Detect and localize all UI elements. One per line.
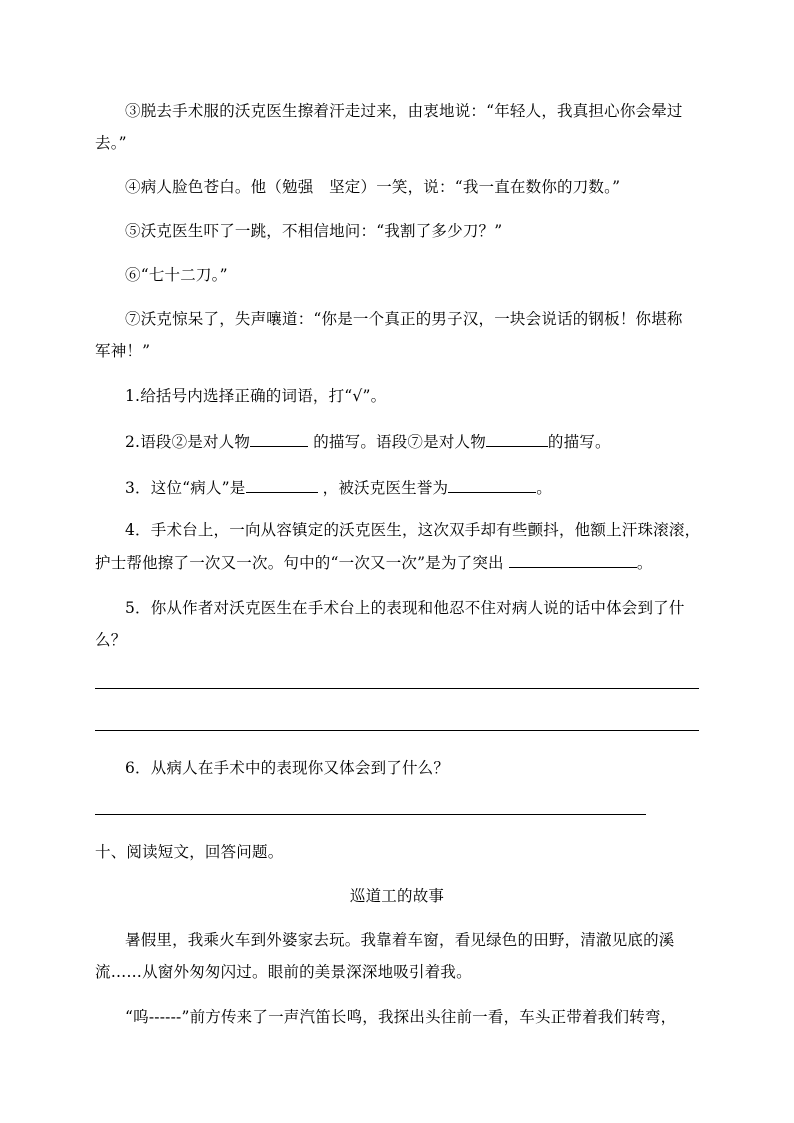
paragraph-7-line-1: ⑦沃克惊呆了，失声嚷道：“你是一个真正的男子汉，一块会说话的钢板！你堪称	[125, 310, 683, 328]
question-4-line-1: 4．手术台上，一向从容镇定的沃克医生，这次双手却有些颤抖，他额上汗珠滚滚，	[125, 521, 701, 539]
question-2-text-b: 的描写。语段⑦是对人物	[308, 433, 486, 451]
question-6: 6．从病人在手术中的表现你又体会到了什么？	[125, 759, 450, 777]
story-paragraph-1-line-1: 暑假里，我乘火车到外婆家去玩。我靠着车窗，看见绿色的田野，清澈见底的溪	[125, 931, 675, 949]
section-10-heading: 十、阅读短文，回答问题。	[95, 843, 284, 861]
question-2-blank-1[interactable]	[250, 431, 308, 447]
paragraph-7-line-2: 军神！”	[95, 342, 151, 360]
story-title: 巡道工的故事	[349, 887, 445, 905]
question-4-line-2	[95, 552, 705, 573]
question-3-blank-2[interactable]	[448, 477, 536, 493]
answer-line-6[interactable]	[95, 814, 646, 815]
question-4-text-b: 。	[636, 554, 653, 572]
question-2-blank-2[interactable]	[486, 431, 548, 447]
question-1: 1.给括号内选择正确的词语，打“√”。	[125, 387, 387, 405]
question-2-text-a: 2.语段②是对人物	[125, 433, 251, 451]
question-5-line-2: 么？	[95, 631, 127, 649]
question-4-text-a: 护士帮他擦了一次又一次。句中的“一次又一次”是为了突出	[95, 554, 509, 572]
paragraph-3-line-2: 去。”	[95, 134, 127, 152]
question-3-blank-1[interactable]	[246, 477, 318, 493]
answer-line-5a[interactable]	[95, 688, 699, 689]
question-3	[125, 477, 735, 498]
story-paragraph-2-line-1: “呜------”前方传来了一声汽笛长鸣，我探出头往前一看，车头正带着我们转弯，	[125, 1008, 677, 1026]
question-4-blank[interactable]	[509, 552, 637, 568]
paragraph-5: ⑤沃克医生吓了一跳，不相信地问：“我割了多少刀？”	[125, 222, 503, 240]
paragraph-3-line-1: ③脱去手术服的沃克医生擦着汗走过来，由衷地说：“年轻人，我真担心你会晕过	[125, 102, 683, 120]
answer-line-5b[interactable]	[95, 730, 699, 731]
question-2-text-c: 的描写。	[547, 433, 611, 451]
paragraph-4: ④病人脸色苍白。他（勉强 坚定）一笑，说：“我一直在数你的刀数。”	[125, 178, 621, 196]
question-3-text-a: 3．这位“病人”是	[125, 479, 246, 497]
question-3-text-b: ，被沃克医生誉为	[317, 479, 449, 497]
question-5-line-1: 5．你从作者对沃克医生在手术台上的表现和他忍不住对病人说的话中体会到了什	[125, 599, 685, 617]
question-2	[125, 431, 735, 452]
question-3-text-c: 。	[536, 479, 552, 497]
story-paragraph-1-line-2: 流……从窗外匆匆闪过。眼前的美景深深地吸引着我。	[95, 963, 472, 981]
paragraph-6: ⑥“七十二刀。”	[125, 266, 228, 284]
